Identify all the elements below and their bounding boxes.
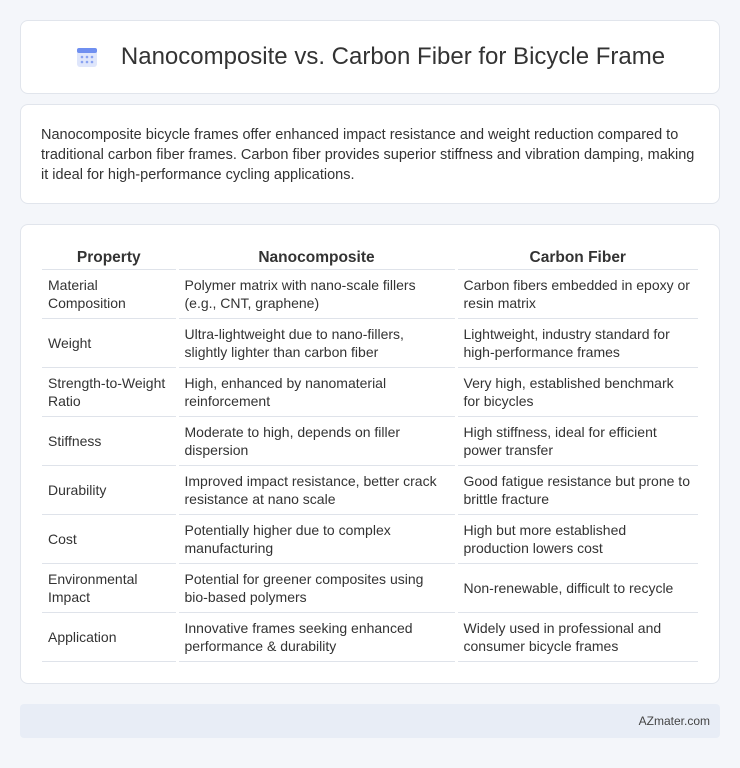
title-card (20, 20, 720, 94)
nanocomposite-cell: Moderate to high, depends on filler dispersion (177, 416, 456, 465)
summary-text: Nanocomposite bicycle frames offer enhanced impact resistance and weight reduction compared to traditional carbon fiber frames. Carbon fiber provides superior stiffness and vibration damping, making it ideal for high-performance cycling applications. (41, 127, 695, 183)
table-row (42, 563, 698, 612)
comparison-table (42, 245, 698, 662)
property-cell: Cost (42, 514, 177, 563)
header-carbon-fiber: Carbon Fiber (456, 245, 698, 269)
summary-card (20, 104, 720, 204)
property-cell: Weight (42, 318, 177, 367)
footer-brand: AZmater.com (638, 714, 710, 728)
property-cell: Durability (42, 465, 177, 514)
table-row (42, 514, 698, 563)
table-row (42, 612, 698, 661)
header-property: Property (42, 245, 177, 269)
carbon-fiber-cell: Good fatigue resistance but prone to brittle fracture (456, 465, 698, 514)
nanocomposite-cell: Potential for greener composites using bio-based polymers (177, 563, 456, 612)
table-row (42, 269, 698, 318)
table-row (42, 367, 698, 416)
carbon-fiber-cell: Lightweight, industry standard for high-performance frames (456, 318, 698, 367)
carbon-fiber-cell: High but more established production lowers cost (456, 514, 698, 563)
header-nanocomposite: Nanocomposite (177, 245, 456, 269)
comparison-table-card (20, 224, 720, 684)
nanocomposite-cell: Potentially higher due to complex manufacturing (177, 514, 456, 563)
property-cell: Environmental Impact (42, 563, 177, 612)
property-cell: Material Composition (42, 269, 177, 318)
table-row (42, 318, 698, 367)
table-row (42, 465, 698, 514)
property-cell: Application (42, 612, 177, 661)
carbon-fiber-cell: High stiffness, ideal for efficient power transfer (456, 416, 698, 465)
nanocomposite-cell: Innovative frames seeking enhanced performance & durability (177, 612, 456, 661)
footer (20, 704, 720, 738)
table-row (42, 416, 698, 465)
page-title: Nanocomposite vs. Carbon Fiber for Bicycle Frame (120, 43, 666, 70)
calendar-icon (75, 45, 99, 69)
carbon-fiber-cell: Widely used in professional and consumer bicycle frames (456, 612, 698, 661)
property-cell: Strength-to-Weight Ratio (42, 367, 177, 416)
nanocomposite-cell: Improved impact resistance, better crack resistance at nano scale (177, 465, 456, 514)
property-cell: Stiffness (42, 416, 177, 465)
carbon-fiber-cell: Very high, established benchmark for bicycles (456, 367, 698, 416)
nanocomposite-cell: Ultra-lightweight due to nano-fillers, slightly lighter than carbon fiber (177, 318, 456, 367)
carbon-fiber-cell: Carbon fibers embedded in epoxy or resin matrix (456, 269, 698, 318)
nanocomposite-cell: Polymer matrix with nano-scale fillers (e.g., CNT, graphene) (177, 269, 456, 318)
nanocomposite-cell: High, enhanced by nanomaterial reinforcement (177, 367, 456, 416)
carbon-fiber-cell: Non-renewable, difficult to recycle (456, 563, 698, 612)
table-header-row (42, 245, 698, 269)
